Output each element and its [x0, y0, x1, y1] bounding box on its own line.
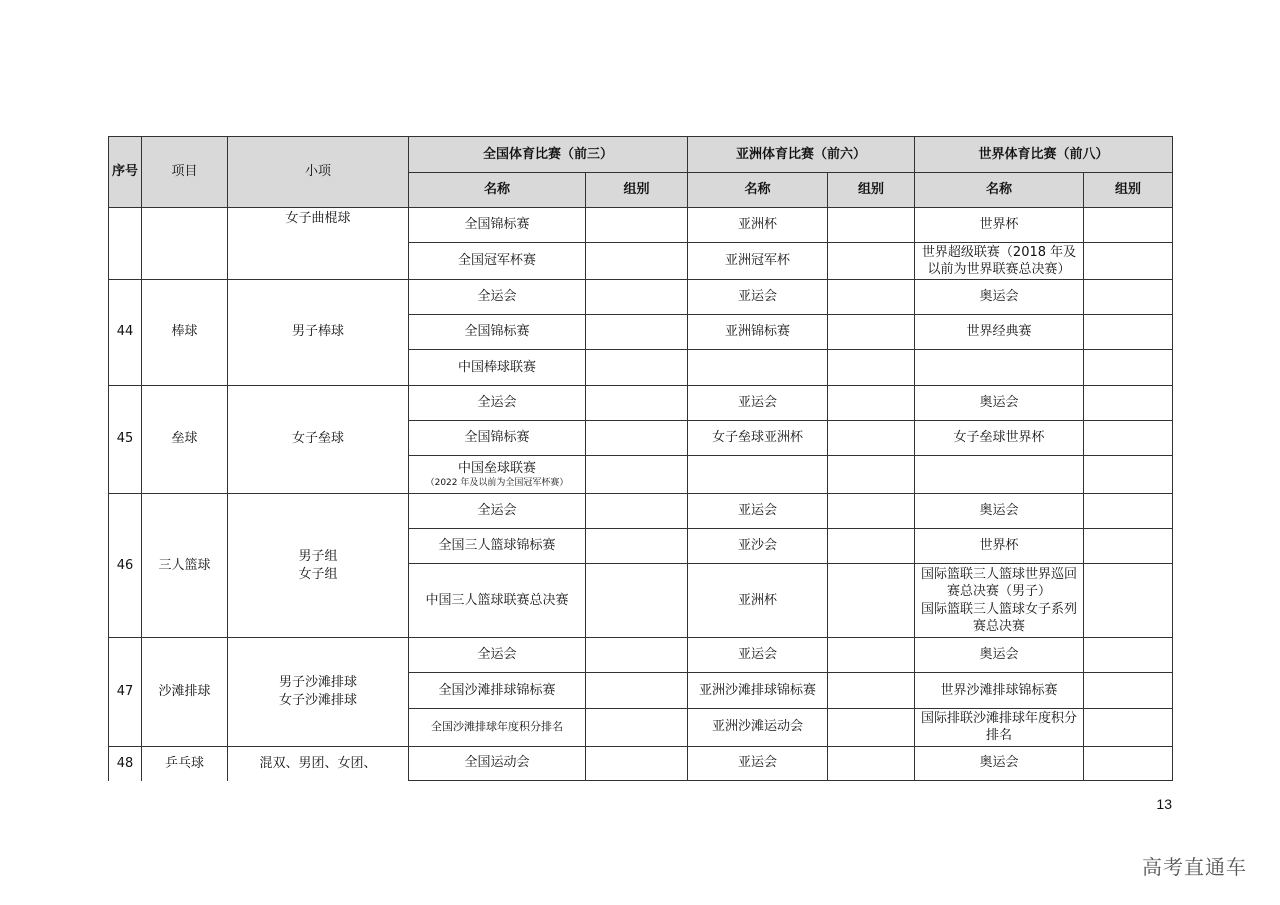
- asian-name: 亚运会: [688, 638, 828, 673]
- header-seq: 序号: [109, 137, 142, 208]
- national-name: 全国运动会: [409, 746, 586, 780]
- group-cell: [828, 708, 915, 746]
- group-cell: [1084, 708, 1173, 746]
- group-cell: [1084, 208, 1173, 243]
- asian-name: 亚运会: [688, 385, 828, 420]
- group-cell: [586, 315, 688, 350]
- sub-line: 女子组: [298, 566, 338, 582]
- group-cell: [586, 746, 688, 780]
- group-cell: [1084, 280, 1173, 315]
- project-cell: 三人篮球: [142, 493, 228, 637]
- world-name: 奥运会: [915, 638, 1084, 673]
- national-name: 全国锦标赛: [409, 315, 586, 350]
- group-cell: [586, 280, 688, 315]
- national-name: 全国沙滩排球锦标赛: [409, 673, 586, 708]
- national-name: 全运会: [409, 638, 586, 673]
- national-name-note: （2022 年及以前为全国冠军杯赛）: [425, 477, 569, 488]
- sub-cell: 女子曲棍球: [228, 208, 409, 280]
- national-name: 全国沙滩排球年度积分排名: [409, 708, 586, 746]
- national-name: 中国棒球联赛: [409, 350, 586, 385]
- header-name: 名称: [915, 173, 1084, 208]
- sub-cell: 女子垒球: [228, 385, 409, 493]
- group-cell: [828, 350, 915, 385]
- group-cell: [1084, 638, 1173, 673]
- group-cell: [586, 385, 688, 420]
- group-cell: [586, 208, 688, 243]
- group-cell: [1084, 564, 1173, 638]
- group-cell: [1084, 493, 1173, 528]
- seq-cell: 46: [109, 493, 142, 637]
- sub-line: 女子沙滩排球: [278, 693, 357, 709]
- asian-name: 亚洲杯: [688, 208, 828, 243]
- header-project: 项目: [142, 137, 228, 208]
- seq-cell: 48: [109, 746, 142, 780]
- header-world: 世界体育比赛（前八）: [915, 137, 1173, 173]
- world-name: 世界超级联赛（2018 年及以前为世界联赛总决赛）: [915, 243, 1084, 280]
- group-cell: [828, 385, 915, 420]
- world-name: 奥运会: [915, 493, 1084, 528]
- group-cell: [586, 493, 688, 528]
- sub-line: 男子组: [298, 548, 338, 564]
- national-name: 全运会: [409, 385, 586, 420]
- seq-cell: 47: [109, 638, 142, 746]
- header-name: 名称: [409, 173, 586, 208]
- group-cell: [1084, 385, 1173, 420]
- header-national: 全国体育比赛（前三）: [409, 137, 688, 173]
- world-name: 世界杯: [915, 208, 1084, 243]
- header-sub: 小项: [228, 137, 409, 208]
- national-name: 全国冠军杯赛: [409, 243, 586, 280]
- world-name: 女子垒球世界杯: [915, 420, 1084, 455]
- world-name-line: 国际篮联三人篮球女子系列赛总决赛: [921, 601, 1078, 635]
- national-name-text: 中国垒球联赛: [457, 460, 536, 476]
- header-asian: 亚洲体育比赛（前六）: [688, 137, 915, 173]
- asian-name: 亚洲沙滩运动会: [688, 708, 828, 746]
- header-group: 组别: [828, 173, 915, 208]
- group-cell: [828, 243, 915, 280]
- world-name: 国际排联沙滩排球年度积分排名: [915, 708, 1084, 746]
- project-cell: 垒球: [142, 385, 228, 493]
- national-name: 中国三人篮球联赛总决赛: [409, 564, 586, 638]
- national-name: 全国锦标赛: [409, 420, 586, 455]
- group-cell: [1084, 420, 1173, 455]
- seq-cell: 44: [109, 280, 142, 385]
- world-name: [915, 564, 1084, 638]
- group-cell: [586, 638, 688, 673]
- group-cell: [1084, 315, 1173, 350]
- group-cell: [828, 455, 915, 493]
- group-cell: [1084, 243, 1173, 280]
- project-cell: [142, 208, 228, 280]
- asian-name: 亚运会: [688, 280, 828, 315]
- national-name: 全运会: [409, 493, 586, 528]
- asian-name: 亚洲锦标赛: [688, 315, 828, 350]
- group-cell: [828, 564, 915, 638]
- seq-cell: 45: [109, 385, 142, 493]
- competition-table: [108, 136, 1173, 781]
- asian-name: 亚沙会: [688, 529, 828, 564]
- page-number: 13: [1156, 796, 1172, 812]
- group-cell: [828, 420, 915, 455]
- world-name: 奥运会: [915, 746, 1084, 780]
- asian-name: 亚运会: [688, 746, 828, 780]
- sub-line: 男子沙滩排球: [278, 675, 357, 691]
- group-cell: [586, 455, 688, 493]
- group-cell: [828, 280, 915, 315]
- group-cell: [828, 638, 915, 673]
- world-name: 奥运会: [915, 385, 1084, 420]
- project-cell: 棒球: [142, 280, 228, 385]
- world-name: 世界杯: [915, 529, 1084, 564]
- national-name: 全运会: [409, 280, 586, 315]
- asian-name: 女子垒球亚洲杯: [688, 420, 828, 455]
- group-cell: [586, 420, 688, 455]
- group-cell: [828, 529, 915, 564]
- group-cell: [1084, 673, 1173, 708]
- group-cell: [586, 673, 688, 708]
- group-cell: [828, 208, 915, 243]
- group-cell: [828, 493, 915, 528]
- sub-cell: [228, 493, 409, 637]
- national-name: 全国锦标赛: [409, 208, 586, 243]
- sub-cell: 男子棒球: [228, 280, 409, 385]
- world-name: 奥运会: [915, 280, 1084, 315]
- sub-cell: 混双、男团、女团、: [228, 746, 409, 780]
- asian-name: 亚洲冠军杯: [688, 243, 828, 280]
- asian-name: [688, 455, 828, 493]
- group-cell: [828, 746, 915, 780]
- header-group: 组别: [1084, 173, 1173, 208]
- world-name-line: 国际篮联三人篮球世界巡回赛总决赛（男子）: [921, 566, 1078, 600]
- asian-name: 亚洲杯: [688, 564, 828, 638]
- group-cell: [1084, 529, 1173, 564]
- world-name: 世界经典赛: [915, 315, 1084, 350]
- world-name: 世界沙滩排球锦标赛: [915, 673, 1084, 708]
- group-cell: [828, 673, 915, 708]
- group-cell: [586, 708, 688, 746]
- sub-cell: [228, 638, 409, 746]
- group-cell: [586, 243, 688, 280]
- group-cell: [1084, 350, 1173, 385]
- world-name: [915, 455, 1084, 493]
- national-name: 全国三人篮球锦标赛: [409, 529, 586, 564]
- project-cell: 乒乓球: [142, 746, 228, 780]
- project-cell: 沙滩排球: [142, 638, 228, 746]
- asian-name: 亚洲沙滩排球锦标赛: [688, 673, 828, 708]
- header-group: 组别: [586, 173, 688, 208]
- seq-cell: [109, 208, 142, 280]
- group-cell: [586, 529, 688, 564]
- group-cell: [1084, 455, 1173, 493]
- group-cell: [828, 315, 915, 350]
- national-name: [409, 455, 586, 493]
- group-cell: [1084, 746, 1173, 780]
- header-name: 名称: [688, 173, 828, 208]
- watermark: 高考直通车: [1142, 855, 1247, 879]
- asian-name: 亚运会: [688, 493, 828, 528]
- group-cell: [586, 564, 688, 638]
- asian-name: [688, 350, 828, 385]
- world-name: [915, 350, 1084, 385]
- group-cell: [586, 350, 688, 385]
